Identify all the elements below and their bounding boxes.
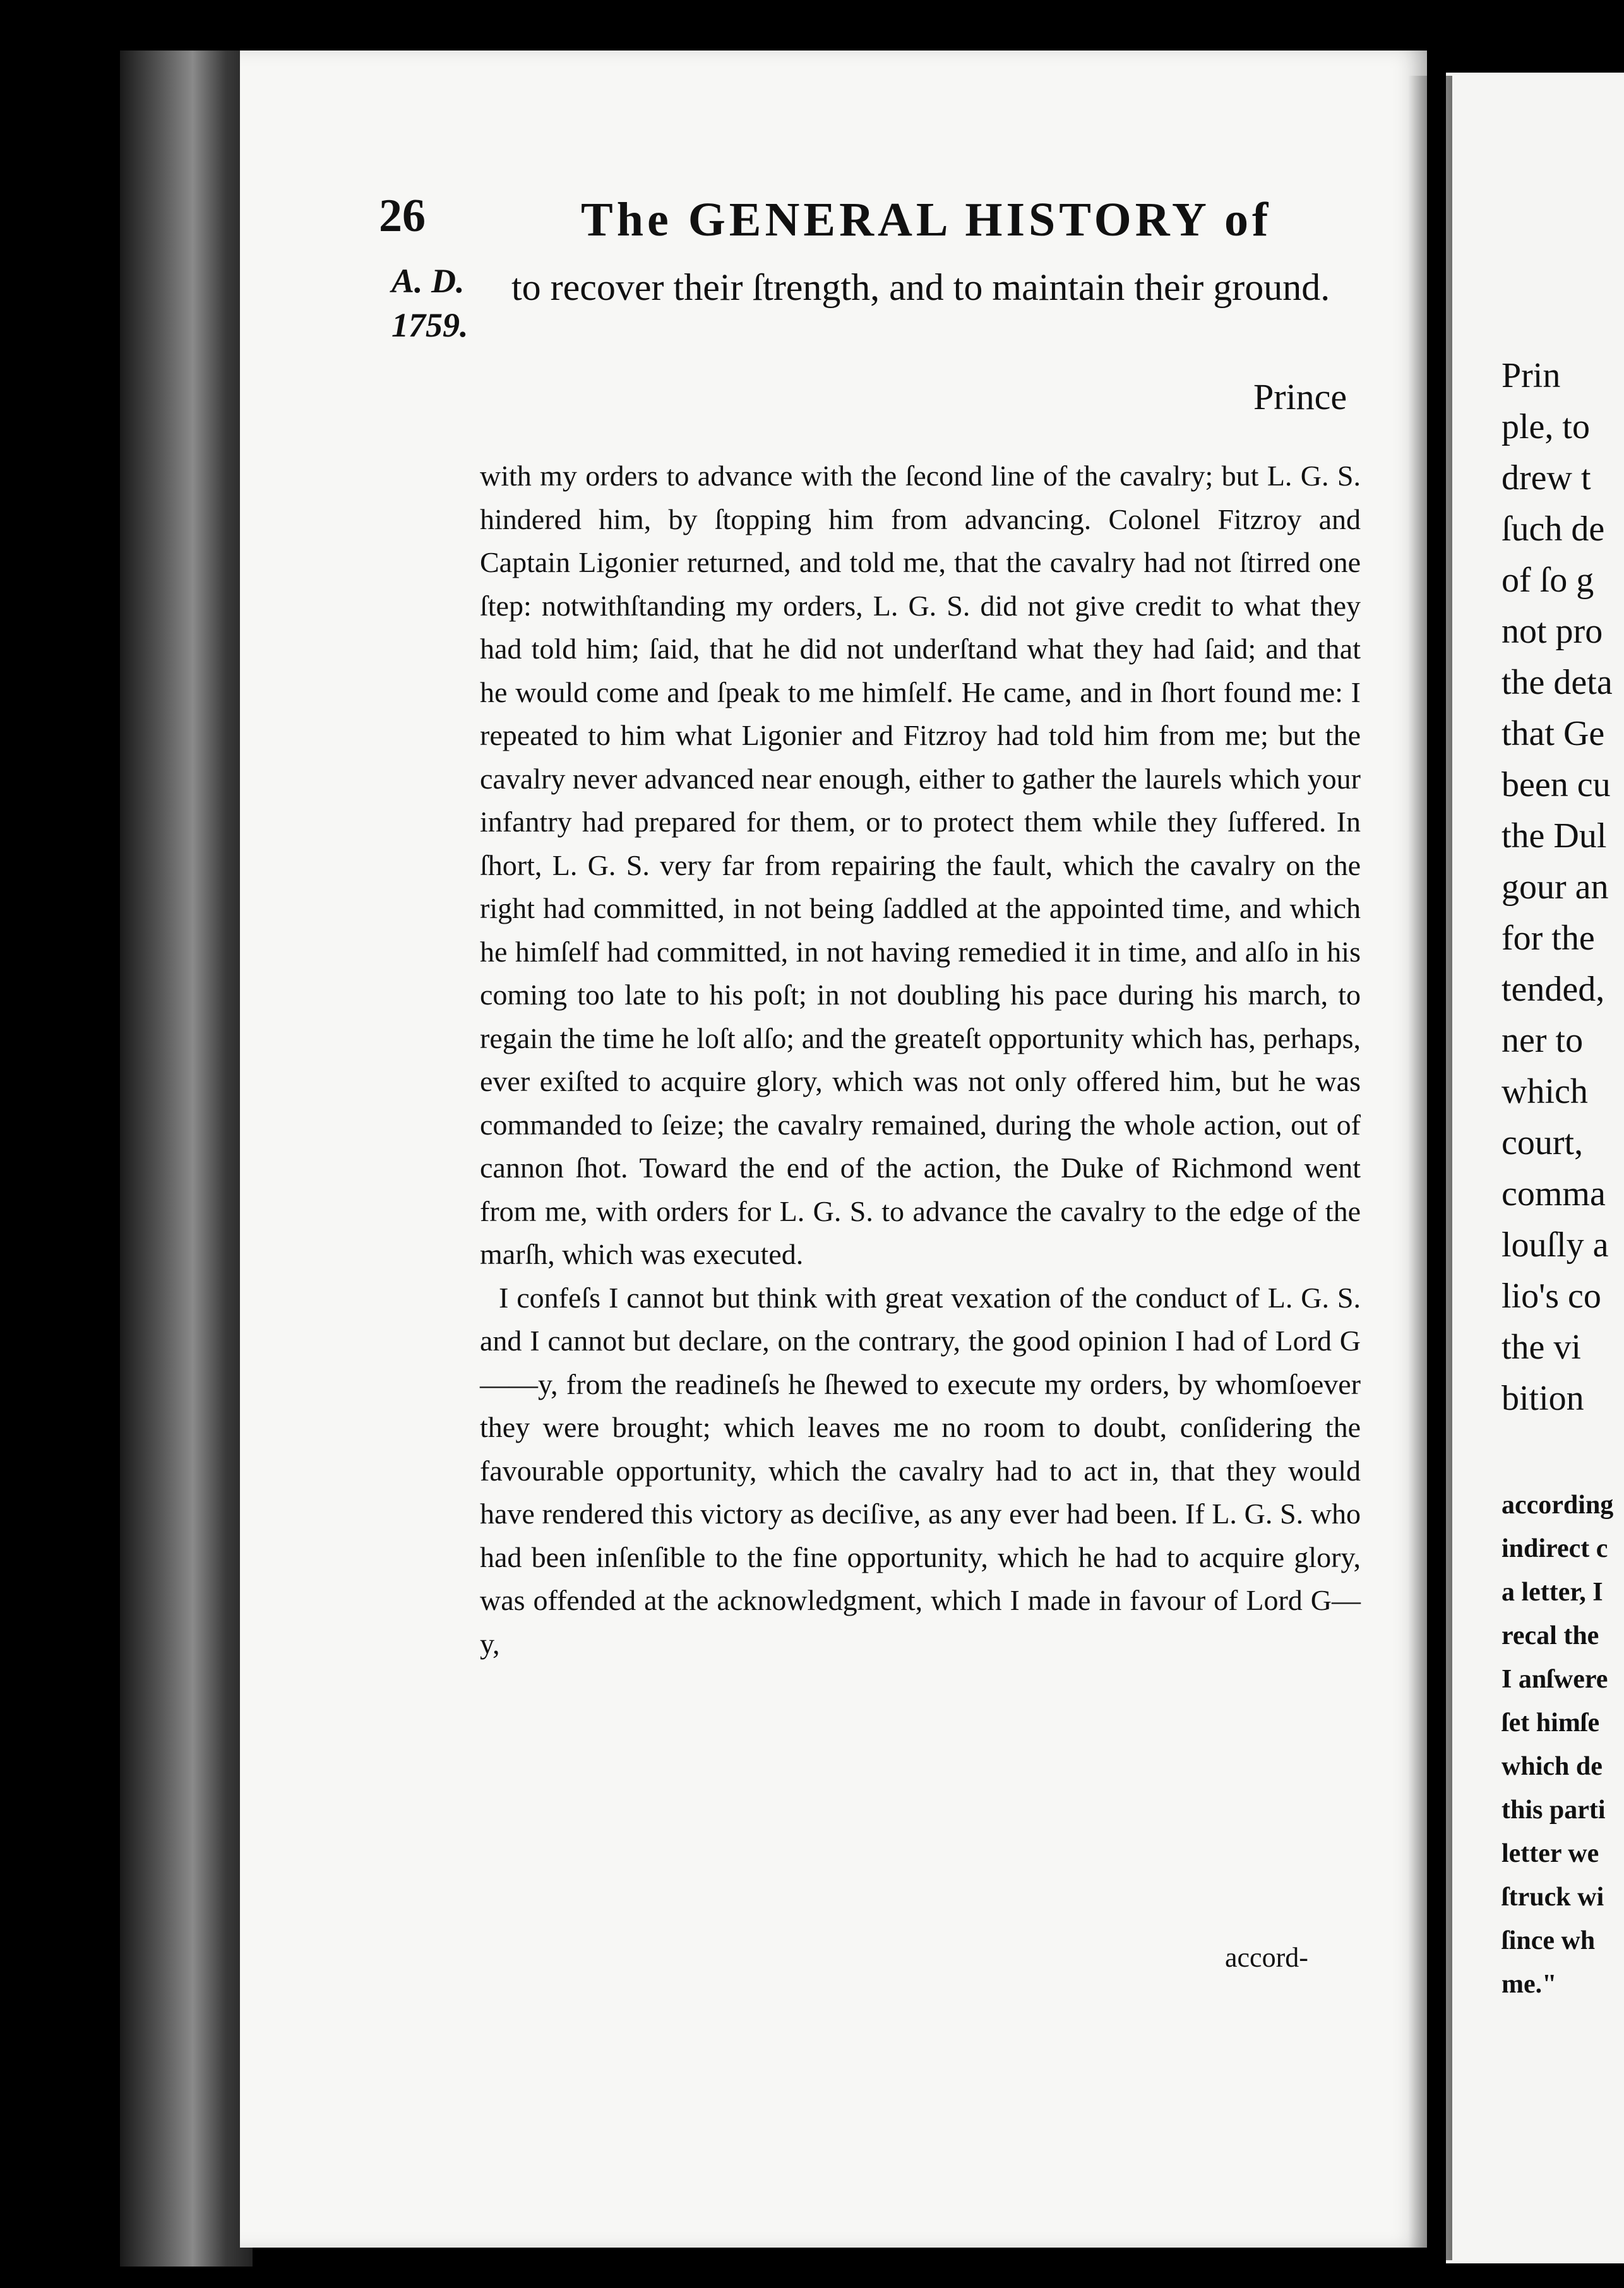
right-page-footnote: [1502, 1484, 1624, 2006]
right-page-footnote-line: ſtruck wi: [1502, 1883, 1604, 1912]
right-page-line: ner to: [1502, 1021, 1584, 1060]
date-label: A. D.: [391, 262, 465, 300]
right-page-line: tended,: [1502, 970, 1605, 1009]
right-page-footnote-line: according: [1502, 1491, 1614, 1520]
running-head: The GENERAL HISTORY of: [581, 193, 1272, 246]
page-number: 26: [379, 190, 426, 242]
footnote-paragraph-1: with my orders to advance with the ſecond line of the cavalry; but L. G. S. hindered him, by ſtopping him from advancing. Colonel Fitzroy and Captain Ligonier returned, and told me, that the cavalry had not ſtirred one ſtep: notwithſtanding my orders, L. G. S. did not give credit to what they had told him; ſaid, that he did not underſtand what they had ſaid; and that he would come and ſpeak to me himſelf. He came, and in ſhort found me: I repeated to him what Ligonier and Fitzroy had told him from me; but the cavalry never advanced near enough, either to gather the laurels which your infantry had prepared for them, or to protect them while they ſuffered. In ſhort, L. G. S. very far from repairing the fault, which the cavalry on the right had committed, in not being ſaddled at the appointed time, and which he himſelf had committed, in not having remedied it in time, and alſo in his coming too late to his poſt; in not doubling his pace during his march, to regain the time he loſt alſo; and the greateſt opportunity which has, perhaps, ever exiſted to acquire glory, which was not only offered him, but he was commanded to ſeize; the cavalry remained, during the whole action, out of cannon ſhot. Toward the end of the action, the Duke of Richmond went from me, with orders for L. G. S. to advance the cavalry to the edge of the marſh, which was executed.: [480, 460, 1361, 1270]
right-page-footnote-line: ſince wh: [1502, 1926, 1596, 1955]
book-page-edges: [120, 51, 253, 2267]
main-text: to recover their ſtrength, and to maintain their ground.: [511, 266, 1330, 308]
right-page-line: drew t: [1502, 458, 1591, 498]
right-page-footnote-line: indirect c: [1502, 1534, 1608, 1563]
footnote-catchword: accord-: [1225, 1942, 1308, 1973]
date-year: 1759.: [391, 306, 469, 344]
right-page-line: comma: [1502, 1174, 1606, 1213]
right-page-footnote-line: I anſwere: [1502, 1665, 1608, 1694]
right-page-line: court,: [1502, 1123, 1584, 1162]
right-page-line: lio's co: [1502, 1277, 1601, 1316]
right-page-line: gour an: [1502, 867, 1609, 907]
right-page-line: louſly a: [1502, 1225, 1609, 1265]
footnote: [480, 455, 1361, 1665]
right-page-line: which: [1502, 1072, 1588, 1111]
right-page-footnote-line: me.": [1502, 1970, 1557, 1999]
right-page-footnote-line: ſet himſe: [1502, 1708, 1600, 1737]
right-page-footnote-line: this parti: [1502, 1796, 1606, 1825]
gutter-shadow: [1408, 76, 1452, 2260]
right-page-line: that Ge: [1502, 714, 1605, 753]
footnote-paragraph-2: I confeſs I cannot but think with great vexation of the conduct of L. G. S. and I cannot but declare, on the contrary, the good opinion I had of Lord G——y, from the readineſs he ſhewed to execute my orders, by whomſoever they were brought; which leaves me no room to doubt, conſidering the favourable opportunity, which the cavalry had to act in, that they would have rendered this victory as deciſive, as any ever had been. If L. G. S. who had been inſenſible to the fine opportunity, which he had to acquire glory, was offended at the acknowledgment, which I made in favour of Lord G— y,: [480, 1281, 1361, 1660]
right-page-line: not pro: [1502, 612, 1603, 651]
right-page: [1446, 73, 1624, 2263]
right-page-footnote-line: a letter, I: [1502, 1578, 1603, 1607]
right-page-line: ple, to: [1502, 407, 1590, 446]
right-page-footnote-line: letter we: [1502, 1839, 1599, 1868]
right-page-line: the deta: [1502, 663, 1613, 702]
right-page-body: [1502, 350, 1624, 1424]
right-page-line: of ſo g: [1502, 561, 1594, 600]
marginal-date: [391, 259, 469, 347]
right-page-line: the vi: [1502, 1328, 1581, 1367]
right-page-line: ſuch de: [1502, 509, 1605, 549]
right-page-line: the Dul: [1502, 816, 1607, 855]
right-page-line: been cu: [1502, 765, 1611, 804]
right-page-footnote-line: recal the: [1502, 1621, 1599, 1650]
catchword: Prince: [1253, 376, 1347, 417]
right-page-line: for the: [1502, 919, 1595, 958]
right-page-line: Prin: [1502, 356, 1561, 395]
right-page-footnote-line: which de: [1502, 1752, 1603, 1781]
right-page-line: bition: [1502, 1379, 1584, 1418]
